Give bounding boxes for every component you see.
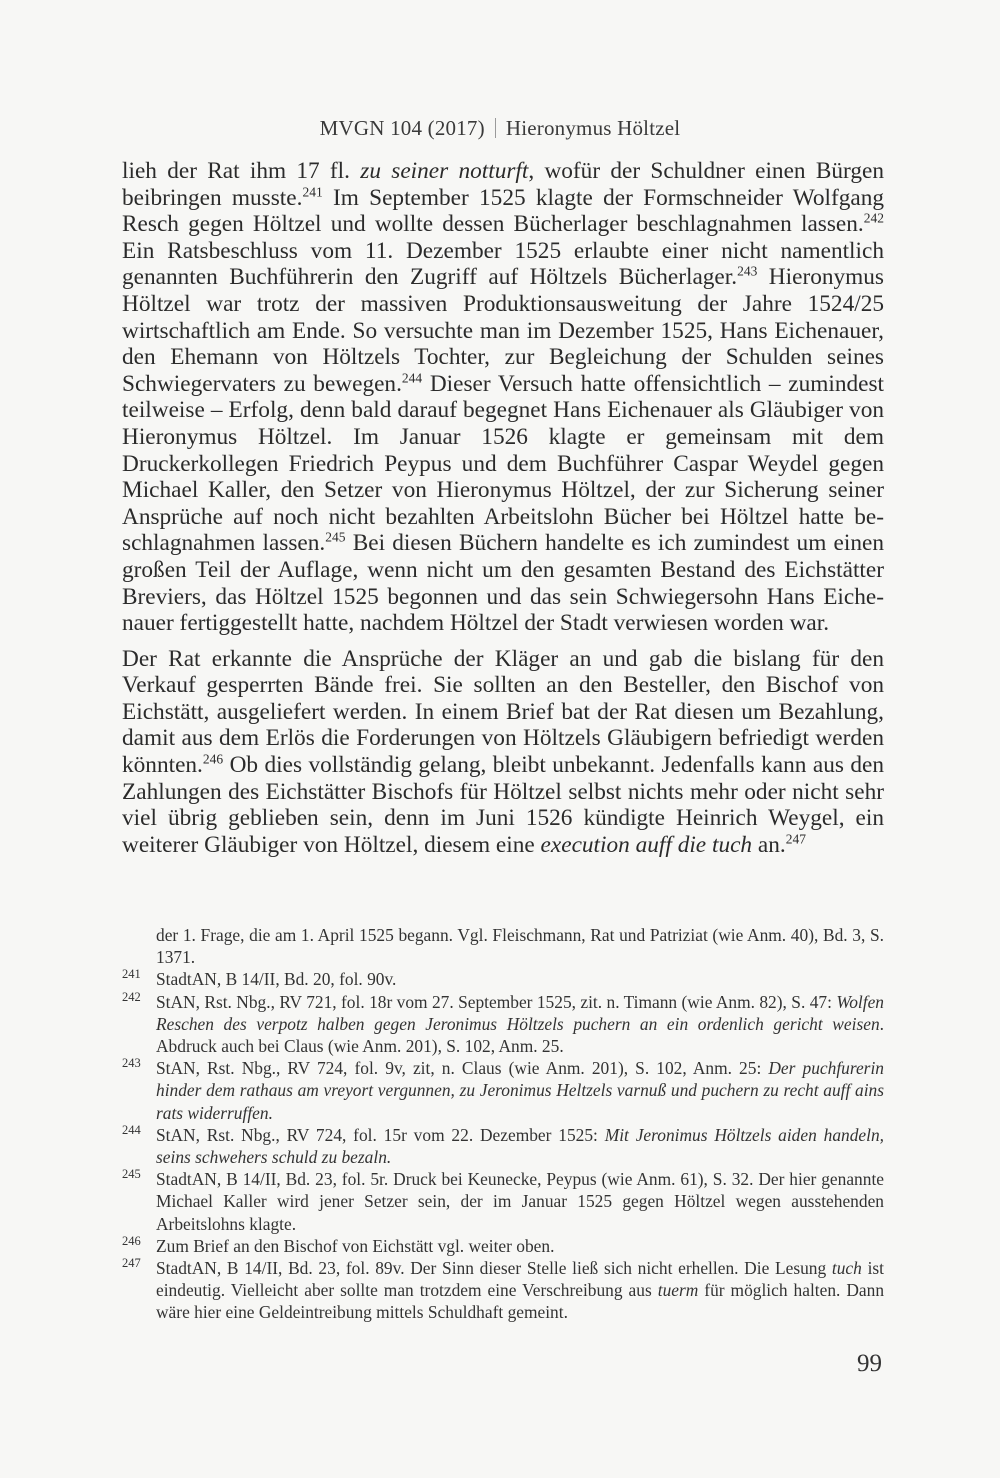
text-run: an. — [752, 831, 786, 858]
text-run: StadtAN, B 14/II, Bd. 23, fol. 5r. Druck bei Keunecke, Peypus (wie Anm. 61), S. 32. Der hier genannte Michael Kaller wird jener Setzer sein, der im Januar 1525 gegen Höltzel wegen ausstehenden Arbeitslohns klagte. — [156, 1169, 884, 1234]
italic-quotation: Der puchfurerin hinder dem rathaus am vreyort vergunnen, zu Jeronimus Heltzels varnuß und puchern zu recht auff ains rats widerruffen. — [156, 1058, 884, 1123]
text-run: Im September 1525 klagte der Formschneider Wolfgang Resch gegen Höltzel und wollte dessen Bücherlager beschlagnahmen lassen. — [122, 184, 884, 238]
text-run: Hieronymus Höltzel war trotz der massiven Produktionsausweitung der Jahre 1524/25 wirtschaftlich am Ende. So versuchte man im Dezember 1525, Hans Eichenauer, den Ehemann von Höltzels Tochter, zur Begleichung der Schulden seines Schwiegervaters zu bewegen. — [122, 264, 884, 397]
text-run: ist eindeutig. Vielleicht aber sollte man trotzdem eine Verschreibung aus — [156, 1258, 884, 1301]
text-run: Ob dies vollständig gelang, bleibt unbekannt. Jedenfalls kann aus den Zahlungen des Eichstätter Bischofs für Höltzel selbst nichts mehr oder nicht sehr viel übrig geblieben sein, denn im Juni 1526 kündigte Heinrich Weygel, ein weiterer Gläubiger von Höltzel, diesem eine — [122, 752, 884, 858]
footnote-reference: 246 — [202, 751, 224, 767]
body-paragraph — [122, 158, 884, 637]
footnote-number: 243 — [122, 1056, 141, 1071]
footnote — [122, 1168, 884, 1235]
text-run: StAN, Rst. Nbg., RV 724, fol. 15r vom 22. Dezember 1525: — [156, 1124, 605, 1145]
footnote-number: 241 — [122, 967, 141, 982]
text-run: StAN, Rst. Nbg., RV 724, fol. 9v, zit, n. Claus (wie Anm. 201), S. 102, Anm. 25: — [156, 1058, 769, 1079]
article-title: Hieronymus Höltzel — [505, 116, 681, 140]
text-run: StAN, Rst. Nbg., RV 721, fol. 18r vom 27. September 1525, zit. n. Timann (wie Anm. 82), S. 47: — [156, 991, 837, 1012]
italic-quotation: execution auff die tuch — [540, 831, 753, 858]
footnote-reference: 244 — [401, 370, 423, 386]
text-run: lieh der Rat ihm 17 fl. — [122, 158, 361, 184]
footnote-reference: 242 — [863, 210, 884, 226]
running-header — [0, 116, 1000, 141]
footnote-number: 246 — [122, 1233, 141, 1248]
main-text — [122, 158, 884, 858]
footnote — [122, 1257, 884, 1324]
footnote — [122, 968, 884, 990]
footnote-number: 244 — [122, 1122, 141, 1137]
footnote-continuation: der 1. Frage, die am 1. April 1525 begann. Vgl. Fleischmann, Rat und Patriziat (wie Anm. 40), Bd. 3, S. 1371. — [156, 925, 884, 968]
footnote — [122, 1235, 884, 1257]
footnote-number: 242 — [122, 989, 141, 1004]
footnote-number: 245 — [122, 1167, 141, 1182]
footnote-reference: 247 — [785, 831, 806, 847]
journal-title: MVGN 104 (2017) — [319, 116, 485, 140]
text-run: für möglich halten. Dann wäre hier eine Geldeintreibung mittels Schuldhaft gemeint. — [156, 1280, 885, 1323]
text-run: Der Rat erkannte die Ansprüche der Kläger an und gab die bislang für den Verkauf gesperrten Bände frei. Sie sollten an den Besteller, den Bischof von Eichstätt, ausgeliefert werden. In einem Brief bat der Rat diesen um Bezahlung, damit aus dem Erlös die Forderungen von Höltzels Gläubigern befriedigt werden könnten. — [122, 645, 884, 779]
footnote-number: 247 — [122, 1256, 141, 1271]
italic-quotation: tuerm — [657, 1280, 699, 1301]
text-run: , wofür der Schuldner einen Bürgen beibringen musste. — [122, 158, 884, 211]
italic-quotation: Wolfen Reschen des verpotz halben gegen Jeronimus Höltzels puchern an ein ordenlich gericht weisen — [156, 991, 884, 1034]
text-run: Dieser Versuch hatte offensichtlich – zumindest teilweise – Erfolg, denn bald darauf begegnet Hans Eichenauer als Gläubiger von Hieronymus Höltzel. Im Januar 1526 klagte er gemeinsam mit dem Druckerkollegen Friedrich Peypus und dem Buchführer Caspar Weydel gegen Michael Kaller, den Setzer von Hieronymus Höltzel, der zur Sicherung seiner Ansprüche auf noch nicht bezahlten Arbeitslohn Bücher bei Höltzel hatte beschlagnahmen lassen. — [122, 370, 884, 557]
text-run: Bei diesen Büchern handelte es ich zumindest um einen großen Teil der Auflage, wenn nicht um den gesamten Bestand des Eichstätter Breviers, das Höltzel 1525 begonnen und das sein Schwiegersohn Hans Eichenauer fertiggestellt hatte, nachdem Höltzel der Stadt verwiesen worden war. — [122, 530, 884, 637]
footnotes — [122, 924, 884, 1324]
footnote — [122, 1124, 884, 1168]
footnote-reference: 243 — [737, 264, 758, 279]
text-run: StadtAN, B 14/II, Bd. 23, fol. 89v. Der Sinn dieser Stelle ließ sich nicht erhellen. Die Lesung — [156, 1258, 832, 1279]
header-separator — [495, 118, 496, 138]
footnote — [122, 991, 884, 1058]
footnote-list — [122, 968, 884, 1323]
italic-quotation: zu seiner notturft — [360, 158, 529, 184]
italic-quotation: Mit Jeronimus Höltzels aiden handeln, seins schwehers schuld zu bezaln. — [156, 1124, 884, 1168]
text-run: Ein Ratsbeschluss vom 11. Dezember 1525 erlaubte einer nicht namentlich genannten Buchführerin den Zugriff auf Höltzels Bücherlager. — [122, 237, 884, 291]
footnote-reference: 241 — [302, 184, 323, 200]
footnote — [122, 1057, 884, 1124]
text-run: StadtAN, B 14/II, Bd. 20, fol. 90v. — [156, 969, 397, 990]
text-run: . Abdruck auch bei Claus (wie Anm. 201), S. 102, Anm. 25. — [156, 1013, 884, 1057]
footnote-reference: 245 — [325, 529, 346, 545]
body-paragraph — [122, 646, 884, 859]
italic-quotation: tuch — [831, 1258, 862, 1279]
text-run: Zum Brief an den Bischof von Eichstätt vgl. weiter oben. — [156, 1235, 555, 1256]
page-number: 99 — [857, 1350, 882, 1377]
